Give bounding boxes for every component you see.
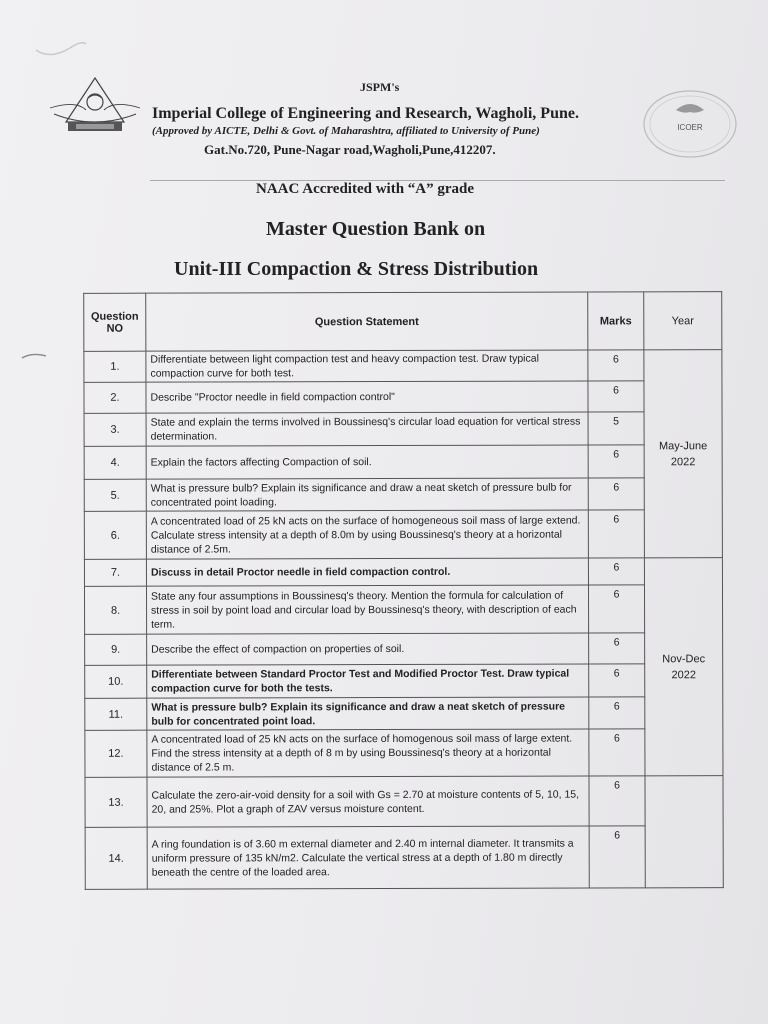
row-marks: 6 [588,478,644,510]
logo-text: ICOER [677,123,703,132]
approval-line: (Approved by AICTE, Delhi & Govt. of Maharashtra, affiliated to University of Pune) [152,125,540,137]
table-row [84,478,722,512]
row-marks: 6 [588,350,644,381]
table-row [85,633,723,666]
row-number: 3. [84,413,146,446]
row-number: 13. [85,777,147,827]
pen-tick-icon [20,350,50,362]
row-statement: A concentrated load of 25 kN acts on the surface of homogenous soil mass of large extent. Find the stress intensity at a depth of 8 m by using Boussinesq's theory at a horizontal distance of 2.5 m. [147,729,589,777]
table-row [85,729,723,778]
row-statement: Calculate the zero-air-void density for a soil with Gs = 2.70 at moisture contents of 5, 10, 15, 20, and 25%. Plot a graph of ZAV versus moisture content. [147,776,589,827]
page-title: Master Question Bank on [266,218,486,240]
row-marks: 6 [589,729,645,776]
row-marks: 6 [589,776,645,826]
table-row [85,826,723,890]
row-marks: 6 [588,445,644,478]
row-number: 12. [85,730,147,777]
row-number: 9. [85,634,147,665]
college-logo-icon [46,70,144,140]
header-statement: Question Statement [146,292,588,351]
row-number: 5. [84,479,146,511]
table-row [84,558,722,587]
icoer-logo-icon [640,88,740,160]
row-statement: What is pressure bulb? Explain its significance and draw a neat sketch of pressure bulb for concentrated point loading. [146,478,588,511]
table-row [85,664,723,699]
row-number: 10. [85,665,147,698]
header-marks: Marks [588,292,644,350]
college-name: Imperial College of Engineering and Research, Wagholi, Pune. [152,105,579,122]
row-number: 2. [84,382,146,413]
row-marks: 5 [588,412,644,445]
row-statement: State any four assumptions in Boussinesq's theory. Mention the formula for calculation of stress in soil by point load and circular load by Boussinesq's theory, with description of each term. [146,585,588,634]
table-row [84,350,722,383]
row-number: 1. [84,351,146,382]
row-marks: 6 [589,697,645,729]
row-marks: 6 [588,585,644,633]
row-statement: Differentiate between Standard Proctor Test and Modified Proctor Test. Draw typical compaction curve for both the tests. [147,664,589,698]
row-number: 11. [85,698,147,730]
row-number: 14. [85,827,147,889]
year-nov-dec-2022: Nov-Dec 2022 [644,558,723,776]
row-statement: State and explain the terms involved in Boussinesq's circular load equation for vertical stress determination. [146,412,588,446]
college-address: Gat.No.720, Pune-Nagar road,Wagholi,Pune,412207. [204,142,496,157]
row-marks: 6 [588,558,644,585]
row-statement: Discuss in detail Proctor needle in field compaction control. [146,558,588,586]
row-marks: 6 [588,381,644,412]
row-statement: A concentrated load of 25 kN acts on the surface of homogeneous soil mass of large extend. Calculate stress intensity at a depth of 8.0m by using Boussinesq's theory at a horizontal distance of 2.5m. [146,510,588,559]
table-row [84,381,722,414]
table-row [85,776,723,828]
page-subtitle: Unit-III Compaction & Stress Distribution [174,258,539,280]
header-qno: Question NO [84,293,146,351]
table-row [84,585,722,635]
row-number: 6. [84,511,146,559]
year-may-june-2022: May-June 2022 [644,350,723,558]
org-name: JSPM's [360,80,400,94]
row-statement: What is pressure bulb? Explain its significance and draw a neat sketch of pressure bulb for concentrated point load. [147,697,589,730]
row-statement: Describe the effect of compaction on properties of soil. [147,633,589,665]
row-marks: 6 [589,826,645,888]
row-number: 8. [84,586,146,634]
year-empty-cell [645,776,723,888]
table-row [85,697,723,731]
accreditation-line: NAAC Accredited with “A” grade [256,181,475,197]
row-statement: Differentiate between light compaction test and heavy compaction test. Draw typical compaction curve for both test. [146,350,588,382]
row-number: 4. [84,446,146,479]
question-bank-table [83,291,724,890]
row-statement: Explain the factors affecting Compaction of soil. [146,445,588,479]
table-row [84,445,722,480]
pen-scribble-icon [30,20,90,60]
row-marks: 6 [589,633,645,664]
row-marks: 6 [588,510,644,558]
table-row [84,510,722,560]
row-number: 7. [84,559,146,586]
header-year: Year [644,292,722,350]
table-row [84,412,722,447]
row-statement: Describe "Proctor needle in field compaction control" [146,381,588,413]
row-marks: 6 [589,664,645,697]
table-header-row [84,292,722,352]
row-statement: A ring foundation is of 3.60 m external diameter and 2.40 m internal diameter. It transmits a uniform pressure of 135 kN/m2. Calculate the vertical stress at a depth of 1.80 m directly beneath the centre of the loaded area. [147,826,589,889]
